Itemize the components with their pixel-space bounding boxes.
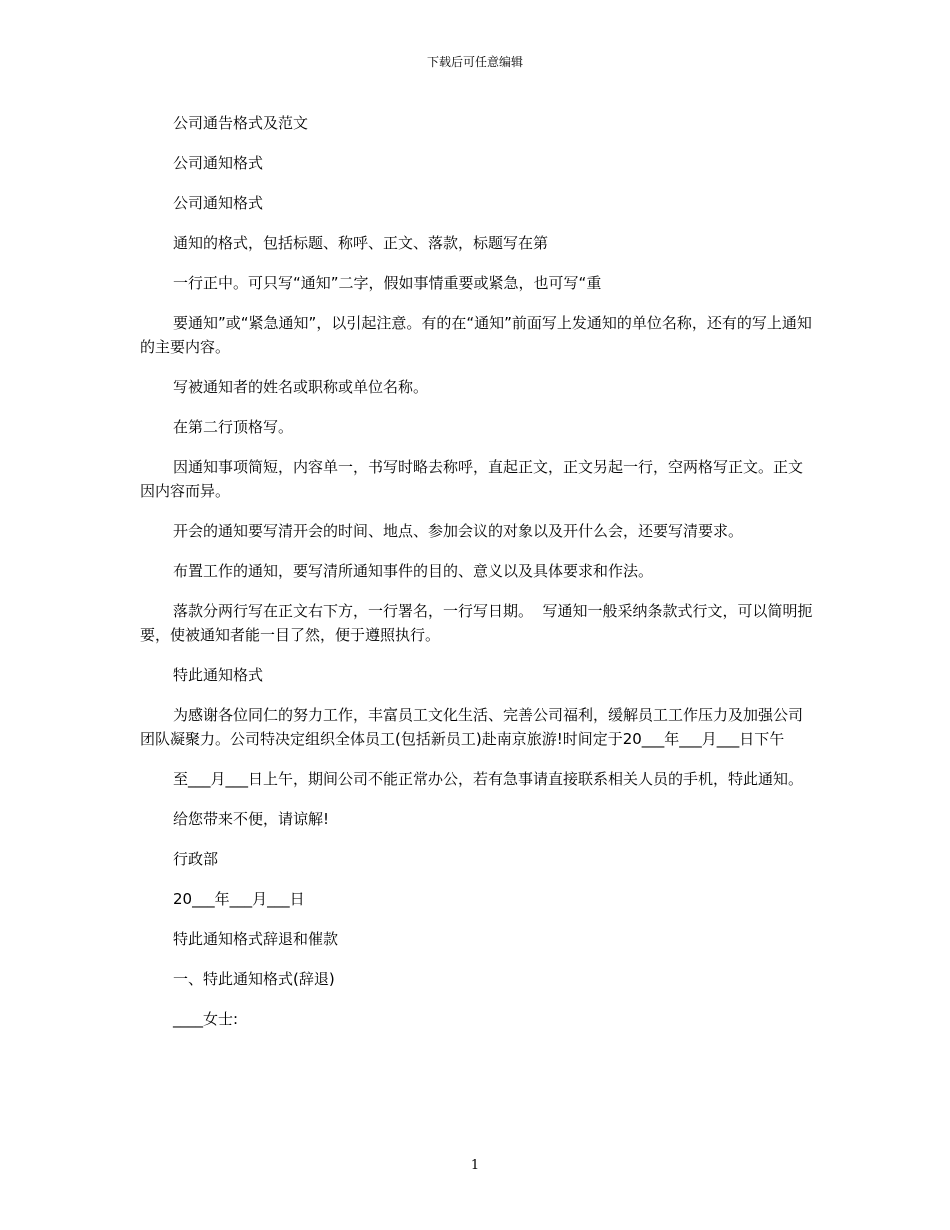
paragraph: 开会的通知要写清开会的时间、地点、参加会议的对象以及开什么会，还要写清要求。 bbox=[173, 522, 744, 540]
paragraph: ____女士: bbox=[173, 1010, 239, 1028]
paragraph: 20___年___月___日 bbox=[173, 890, 305, 908]
paragraph: 因通知事项简短，内容单一，书写时略去称呼，直起正文，正文另起一行，空两格写正文。正文因内容而异。 bbox=[140, 458, 804, 500]
paragraph: 至___月___日上午，期间公司不能正常办公，若有急事请直接联系相关人员的手机，特此通知。 bbox=[173, 770, 804, 788]
page-header: 下载后可任意编辑 bbox=[426, 55, 523, 69]
paragraph: 在第二行顶格写。 bbox=[173, 418, 294, 436]
paragraph: 通知的格式，包括标题、称呼、正文、落款，标题写在第 bbox=[173, 234, 549, 252]
paragraph: 公司通告格式及范文 bbox=[173, 114, 309, 132]
paragraph: 落款分两行写在正文右下方，一行署名，一行写日期。 写通知一般采纳条款式行文，可以简明扼要，使被通知者能一目了然，便于遵照执行。 bbox=[140, 602, 813, 644]
paragraph: 特此通知格式 bbox=[173, 666, 264, 684]
paragraph: 行政部 bbox=[173, 850, 219, 868]
paragraph: 要通知”或“紧急通知”，以引起注意。有的在“通知”前面写上发通知的单位名称，还有的写上通知的主要内容。 bbox=[140, 314, 812, 356]
paragraph: 公司通知格式 bbox=[173, 154, 264, 172]
page-number: 1 bbox=[470, 1158, 480, 1173]
paragraph: 公司通知格式 bbox=[173, 194, 264, 212]
paragraph: 一行正中。可只写“通知”二字，假如事情重要或紧急，也可写“重 bbox=[173, 274, 602, 292]
paragraph: 特此通知格式辞退和催款 bbox=[173, 930, 339, 948]
document-body bbox=[140, 111, 816, 1047]
paragraph: 为感谢各位同仁的努力工作，丰富员工文化生活、完善公司福利，缓解员工工作压力及加强公司团队凝聚力。公司特决定组织全体员工(包括新员工)赴南京旅游!时间定于20___年___月___日下午 bbox=[140, 706, 804, 748]
paragraph: 布置工作的通知，要写清所通知事件的目的、意义以及具体要求和作法。 bbox=[173, 562, 654, 580]
paragraph: 一、特此通知格式(辞退) bbox=[173, 970, 335, 988]
paragraph: 写被通知者的姓名或职称或单位名称。 bbox=[173, 378, 429, 396]
paragraph: 给您带来不便，请谅解! bbox=[173, 810, 330, 828]
